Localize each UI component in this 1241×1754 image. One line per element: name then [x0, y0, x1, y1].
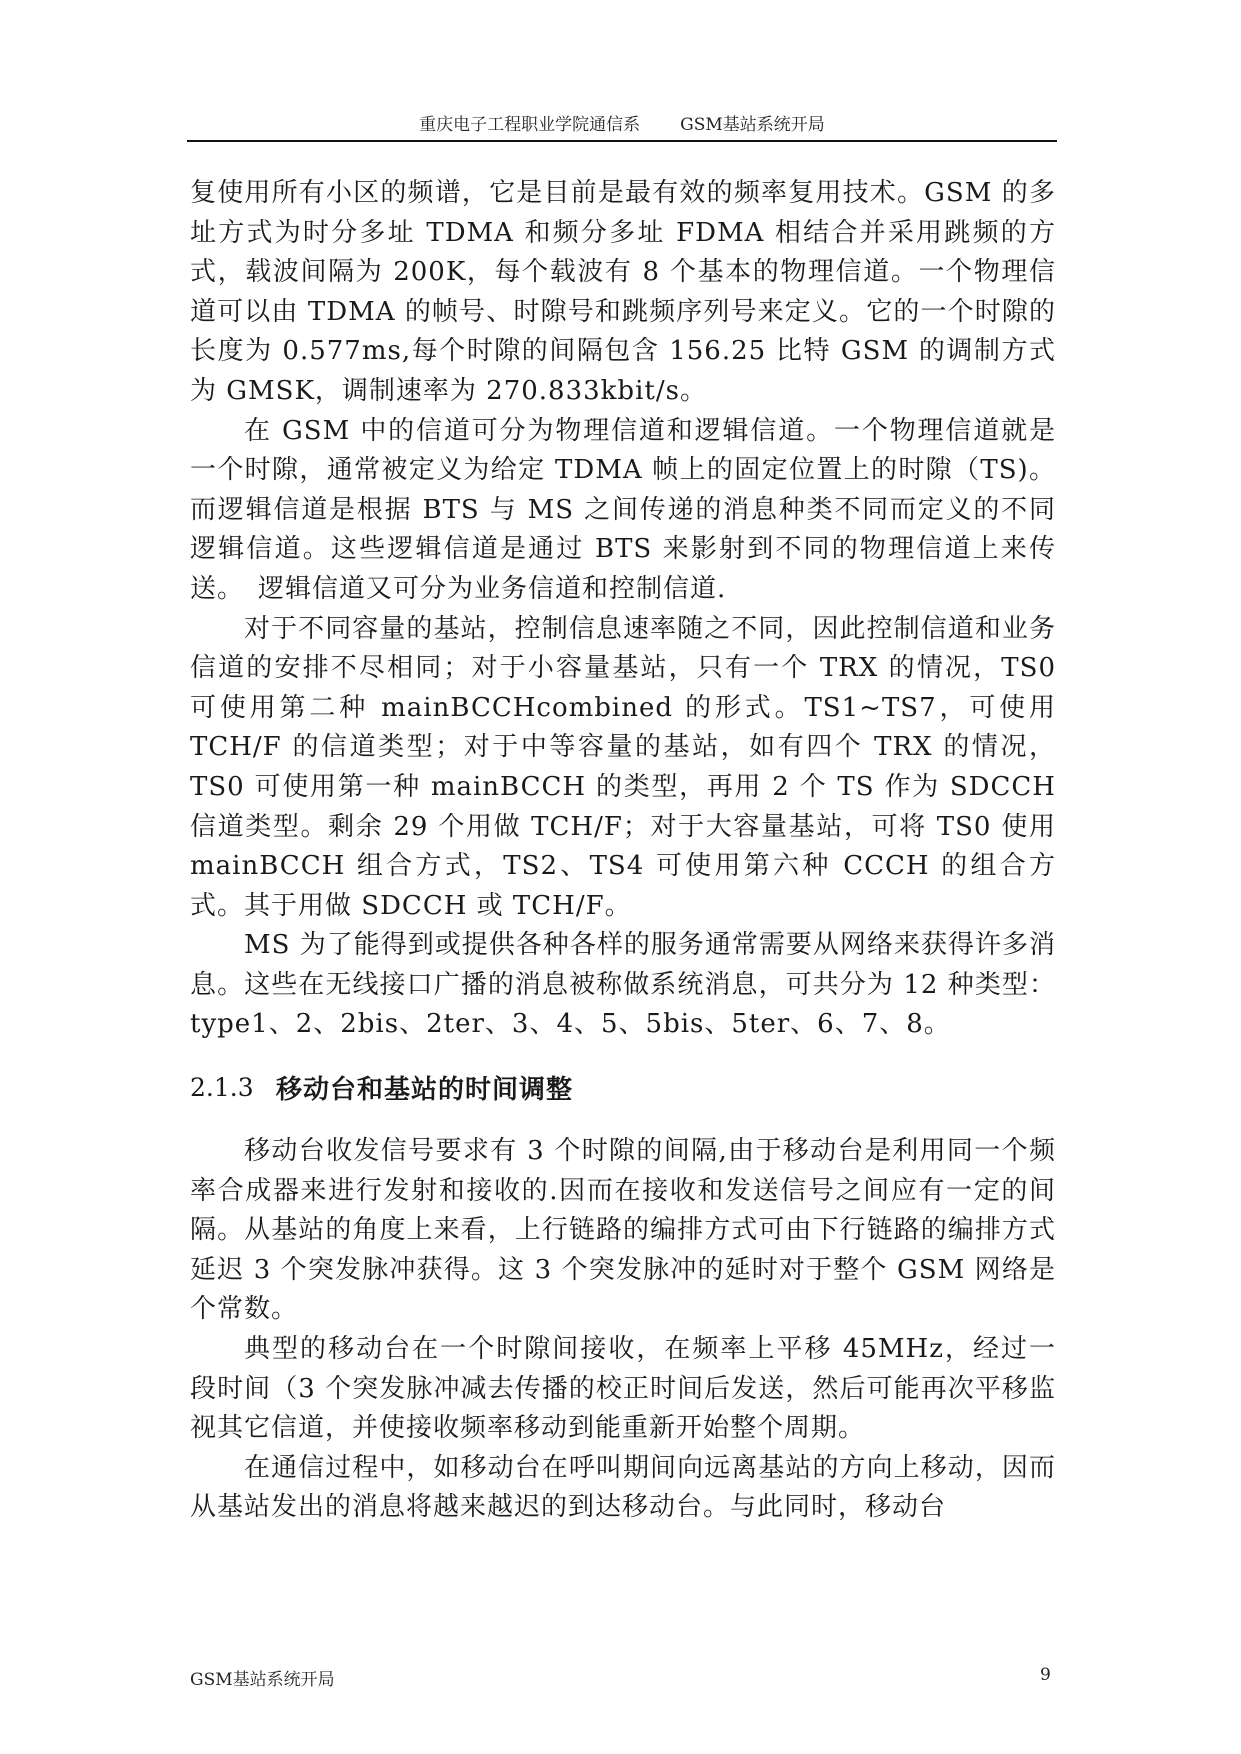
section-heading	[190, 1069, 1056, 1106]
paragraph-6: 典型的移动台在一个时隙间接收，在频率上平移 45MHz，经过一段时间（3 个突发脉冲减去传播的校正时间后发送，然后可能再次平移监视其它信道，并使接收频率移动到能重新开始整个周期。	[190, 1334, 1056, 1444]
header-institution: 重庆电子工程职业学院通信系	[419, 115, 641, 135]
paragraph-4: MS 为了能得到或提供各种各样的服务通常需要从网络来获得许多消息。这些在无线接口广播的消息被称做系统消息，可共分为 12 种类型：type1、2、2bis、2ter、3、4、5、5bis、5ter、6、7、8。	[190, 930, 1056, 1040]
paragraph-2: 在 GSM 中的信道可分为物理信道和逻辑信道。一个物理信道就是一个时隙，通常被定义为给定 TDMA 帧上的固定位置上的时隙（TS)。而逻辑信道是根据 BTS 与 MS 之间传递的消息种类不同而定义的不同逻辑信道。这些逻辑信道是通过 BTS 来影射到不同的物理信道上来传送。 逻辑信道又可分为业务信道和控制信道.	[190, 415, 1056, 604]
section-title: 移动台和基站的时间调整	[276, 1075, 574, 1106]
paragraph-3: 对于不同容量的基站，控制信息速率随之不同，因此控制信道和业务信道的安排不尽相同；对于小容量基站，只有一个 TRX 的情况，TS0 可使用第二种 mainBCCHcombined 的形式。TS1~TS7，可使用 TCH/F 的信道类型；对于中等容量的基站，如有四个 TRX 的情况，TS0 可使用第一种 mainBCCH 的类型，再用 2 个 TS 作为 SDCCH 信道类型。剩余 29 个用做 TCH/F；对于大容量基站，可将 TS0 使用 mainBCCH 组合方式，TS2、TS4 可使用第六种 CCCH 的组合方式。其于用做 SDCCH 或 TCH/F。	[190, 613, 1056, 921]
paragraph-5: 移动台收发信号要求有 3 个时隙的间隔,由于移动台是利用同一个频率合成器来进行发射和接收的.因而在接收和发送信号之间应有一定的间隔。从基站的角度上来看，上行链路的编排方式可由下行链路的编排方式延迟 3 个突发脉冲获得。这 3 个突发脉冲的延时对于整个 GSM 网络是个常数。	[190, 1136, 1056, 1325]
header-doc-title: GSM基站系统开局	[680, 115, 825, 135]
paragraph-1: 复使用所有小区的频谱，它是目前是最有效的频率复用技术。GSM 的多址方式为时分多址 TDMA 和频分多址 FDMA 相结合并采用跳频的方式，载波间隔为 200K，每个载波有 8 个基本的物理信道。一个物理信道可以由 TDMA 的帧号、时隙号和跳频序列号来定义。它的一个时隙的长度为 0.577ms,每个时隙的间隔包含 156.25 比特 GSM 的调制方式为 GMSK，调制速率为 270.833kbit/s。	[190, 178, 1056, 406]
page-header	[187, 110, 1057, 135]
footer-doc-title: GSM基站系统开局	[190, 1670, 335, 1690]
paragraph-7: 在通信过程中，如移动台在呼叫期间向远离基站的方向上移动，因而从基站发出的消息将越来越迟的到达移动台。与此同时，移动台	[190, 1452, 1056, 1523]
header-rule	[187, 140, 1057, 142]
page-body	[190, 174, 1056, 1528]
section-number: 2.1.3	[190, 1073, 254, 1103]
page-number: 9	[1040, 1665, 1051, 1685]
